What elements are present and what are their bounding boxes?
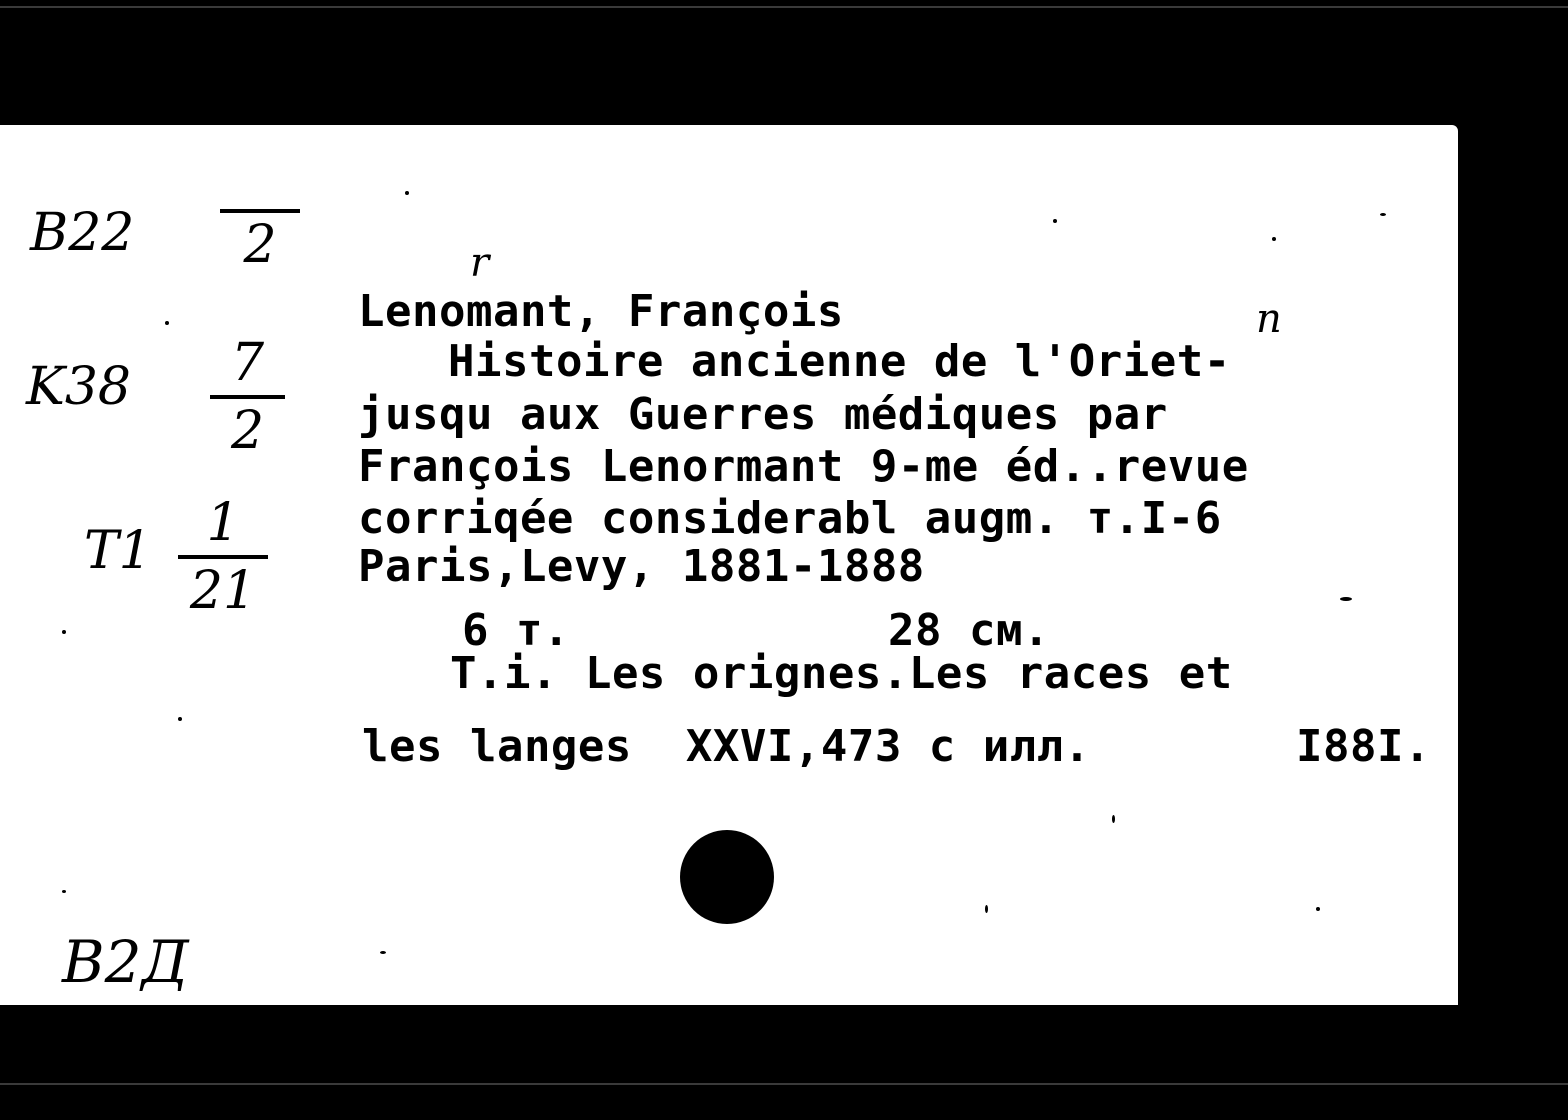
punch-hole — [680, 830, 774, 924]
correction-author: r — [470, 240, 490, 286]
contents-line-1: Т.i. Les orignes.Les races et — [450, 648, 1233, 699]
call-fraction-2 — [210, 333, 285, 461]
scan-speck — [1053, 219, 1057, 223]
title-line-3: François Lenormant 9-me éd..revue — [358, 441, 1249, 492]
call-code-3: T1 — [84, 521, 152, 581]
correction-title: n — [1256, 296, 1282, 342]
fraction-bar-3 — [178, 555, 268, 559]
title-line-4: corriqée considerabl augm. т.I-6 — [358, 493, 1222, 544]
fraction-bar-2 — [210, 395, 285, 399]
call-fraction-1 — [220, 203, 300, 275]
scan-edge-top — [0, 6, 1568, 8]
catalog-card — [0, 125, 1458, 1005]
call-code-2: K38 — [26, 357, 132, 417]
scan-speck — [165, 321, 169, 325]
volume-count: 6 т. — [462, 605, 570, 656]
scan-speck — [1340, 597, 1352, 601]
imprint-line: Paris,Levy, 1881-1888 — [358, 541, 925, 592]
call-fraction-1-denominator: 2 — [243, 215, 277, 275]
scan-speck — [1380, 213, 1386, 216]
title-line-1: Histoire ancienne de l'Oriet- — [448, 336, 1231, 387]
contents-year: I88I. — [1296, 721, 1431, 772]
fraction-bar-1 — [220, 209, 300, 213]
call-fraction-3-numerator: 1 — [206, 493, 240, 553]
scan-edge-bottom — [0, 1083, 1568, 1085]
scan-speck — [380, 951, 386, 954]
scan-speck — [405, 191, 409, 195]
call-code-1: B22 — [30, 203, 135, 263]
title-line-2: jusqu aux Guerres médiques par — [358, 389, 1168, 440]
call-code-footer: B2Д — [62, 928, 189, 996]
call-fraction-2-numerator: 7 — [230, 333, 265, 393]
call-fraction-3 — [178, 493, 268, 621]
scan-speck — [62, 630, 66, 634]
book-size: 28 см. — [888, 605, 1050, 656]
scan-speck — [1272, 237, 1276, 241]
scan-speck — [985, 905, 988, 913]
scan-speck — [178, 717, 182, 721]
scan-speck — [62, 890, 66, 893]
call-fraction-3-denominator: 21 — [189, 561, 257, 621]
contents-line-2: les langes XXVI,473 с илл. — [362, 721, 1091, 772]
call-fraction-2-denominator: 2 — [230, 401, 265, 461]
author-heading: Lenomant, François — [358, 286, 844, 337]
scan-speck — [1316, 907, 1320, 911]
scan-speck — [1112, 815, 1115, 823]
